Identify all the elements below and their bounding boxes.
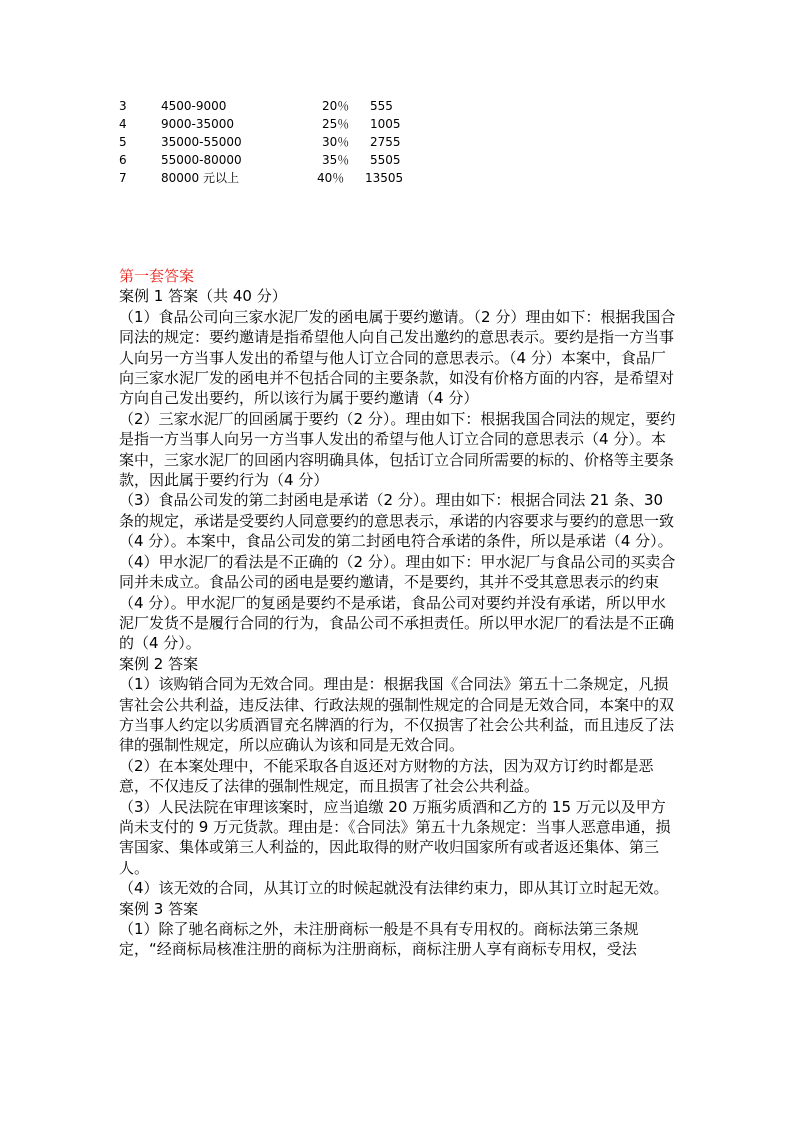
table-row: [119, 169, 539, 187]
tax-rate: 40％: [317, 171, 345, 185]
table-row: [119, 97, 539, 115]
tax-rate: 30％: [322, 135, 350, 149]
row-number: 4: [119, 117, 127, 131]
income-range: 9000-35000: [161, 117, 235, 131]
row-number: 7: [119, 171, 127, 185]
quick-deduction: 13505: [365, 171, 404, 185]
row-number: 3: [119, 99, 127, 113]
case-2-answer-4: （4）该无效的合同，从其订立的时候起就没有法律约束力，即从其订立时起无效。: [119, 879, 669, 898]
section-title: 第一套答案: [119, 267, 195, 285]
quick-deduction: 2755: [370, 135, 401, 149]
case-2-answer-1: （1）该购销合同为无效合同。理由是：根据我国《合同法》第五十二条规定，凡损害社会公共利益，违反法律、行政法规的强制性规定的合同是无效合同，本案中的双方当事人约定以劣质酒冒充名牌酒的行为，不仅损害了社会公共利益，而且违反了法律的强制性规定，所以应确认为该和同是无效合同。: [119, 675, 675, 755]
case-3-heading: 案例 3 答案: [119, 899, 199, 918]
case-2-answer-2: （2）在本案处理中，不能采取各自返还对方财物的方法，因为双方订约时都是恶意，不仅违反了法律的强制性规定，而且损害了社会公共利益。: [119, 756, 654, 796]
case-1-heading: 案例 1 答案（共 40 分）: [119, 287, 287, 306]
tax-rate-table: [119, 97, 539, 187]
tax-rate: 35％: [322, 153, 350, 167]
quick-deduction: 1005: [370, 117, 401, 131]
answer-document: [119, 266, 679, 960]
income-range: 80000 元以上: [161, 171, 239, 185]
income-range: 35000-55000: [161, 135, 242, 149]
quick-deduction: 5505: [370, 153, 401, 167]
tax-rate: 20％: [322, 99, 350, 113]
case-1-answer-1: （1）食品公司向三家水泥厂发的函电属于要约邀请。（2 分）理由如下：根据我国合同法的规定：要约邀请是指希望他人向自己发出邀约的意思表示。要约是指一方当事人向另一方当事人发出的希望与他人订立合同的意思表示。（4 分）本案中，食品厂向三家水泥厂发的函电并不包括合同的主要条款，如没有价格方面的内容，是希望对方向自己发出要约，所以该行为属于要约邀请（4 分）: [119, 307, 676, 408]
table-row: [119, 115, 539, 133]
table-row: [119, 133, 539, 151]
case-1-answer-4: （4）甲水泥厂的看法是不正确的（2 分）。理由如下：甲水泥厂与食品公司的买卖合同并未成立。食品公司的函电是要约邀请，不是要约，其并不受其意思表示的约束（4 分）。甲水泥厂的复函是要约不是承诺，食品公司对要约并没有承诺，所以甲水泥厂发货不是履行合同的行为，食品公司不承担责任。所以甲水泥厂的看法是不正确的（4 分）。: [119, 552, 676, 653]
table-row: [119, 151, 539, 169]
case-2-heading: 案例 2 答案: [119, 654, 199, 673]
tax-rate: 25％: [322, 117, 350, 131]
income-range: 4500-9000: [161, 99, 227, 113]
case-2-answer-3: （3）人民法院在审理该案时，应当追缴 20 万瓶劣质酒和乙方的 15 万元以及甲方尚未支付的 9 万元货款。理由是：《合同法》第五十九条规定：当事人恶意串通，损害国家、集体或第三人利益的，因此取得的财产收归国家所有或者返还集体、第三人。: [119, 797, 671, 877]
row-number: 5: [119, 135, 127, 149]
case-3-answer-1: （1）除了驰名商标之外，未注册商标一般是不具有专用权的。商标法第三条规定，“经商标局核准注册的商标为注册商标，商标注册人享有商标专用权，受法: [119, 920, 639, 959]
case-1-answer-3: （3）食品公司发的第二封函电是承诺（2 分）。理由如下：根据合同法 21 条、30 条的规定，承诺是受要约人同意要约的意思表示，承诺的内容要求与要约的意思一致（4 分）。本案中，食品公司发的第二封函电符合承诺的条件，所以是承诺（4 分）。: [119, 491, 675, 551]
case-1-answer-2: （2）三家水泥厂的回函属于要约（2 分）。理由如下：根据我国合同法的规定，要约是指一方当事人向另一方当事人发出的希望与他人订立合同的意思表示（4 分）。本案中，三家水泥厂的回函内容明确具体，包括订立合同所需要的标的、价格等主要条款，因此属于要约行为（4 分）: [119, 409, 676, 490]
income-range: 55000-80000: [161, 153, 242, 167]
row-number: 6: [119, 153, 127, 167]
quick-deduction: 555: [370, 99, 393, 113]
